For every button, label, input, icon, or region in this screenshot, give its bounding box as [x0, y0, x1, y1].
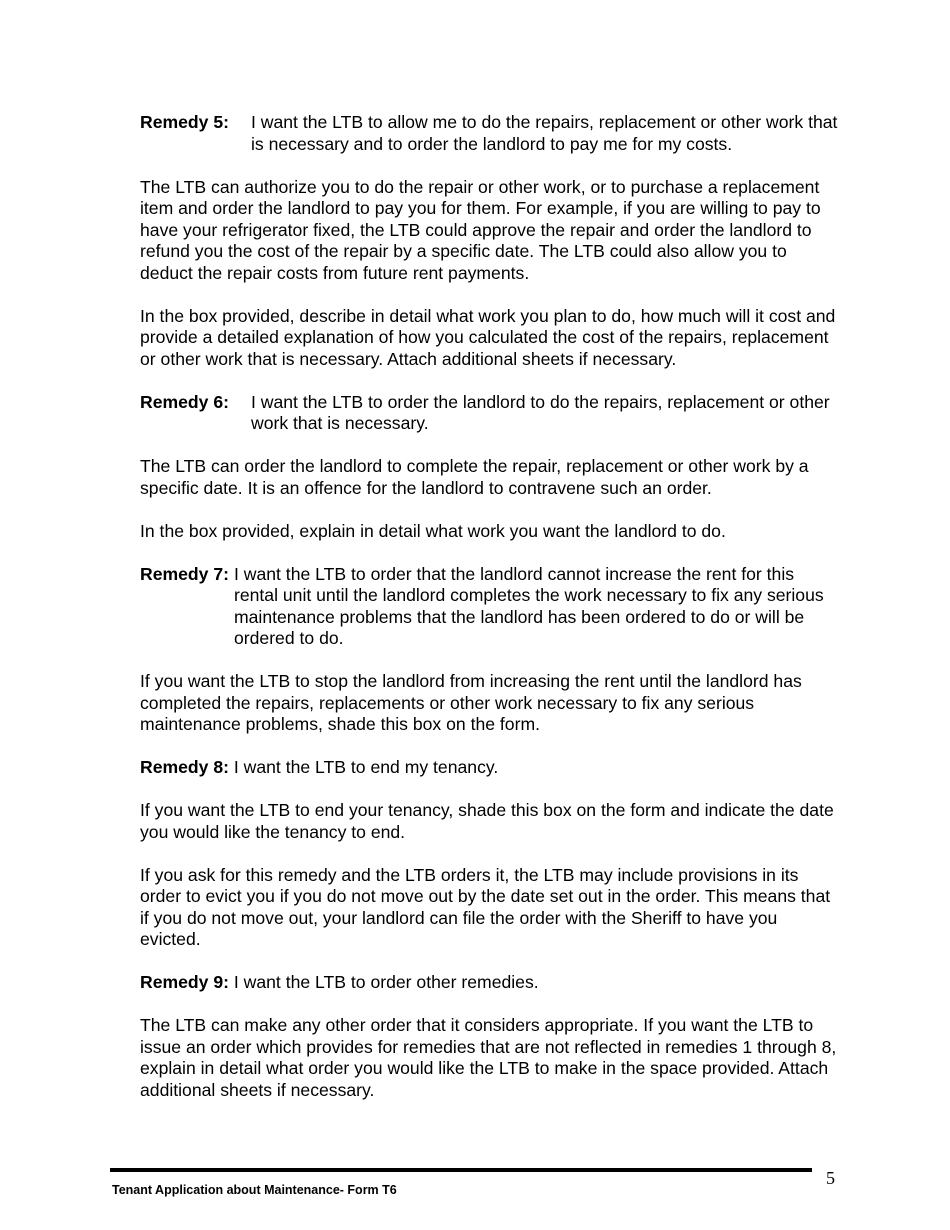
remedy-7-label: Remedy 7: [140, 563, 229, 584]
remedy-9-explanation: The LTB can make any other order that it considers appropriate. If you want the LTB to issue an order which provides for remedies that are not reflected in remedies 1 through 8, explain in detail what order you would like the LTB to make in the space provided. Attach additional sheets if necessary. [140, 1015, 837, 1100]
remedy-5 [140, 112, 840, 155]
remedy-7-explanation: If you want the LTB to stop the landlord from increasing the rent until the landlord has completed the repairs, replacements or other work necessary to fix any serious maintenance problems, shade this box on the form. [140, 671, 802, 734]
remedy-9 [140, 972, 840, 994]
remedy-5-instructions: In the box provided, describe in detail what work you plan to do, how much will it cost and provide a detailed explanation of how you calculated the cost of the repairs, replacement or other work that is necessary. Attach additional sheets if necessary. [140, 305, 836, 369]
remedy-9-label: Remedy 9: [140, 972, 229, 992]
remedy-5-explanation: The LTB can authorize you to do the repair or other work, or to purchase a replacement item and order the landlord to pay you for them. For example, if you are willing to pay to have your refrigerator fixed, the LTB could approve the repair and order the landlord to refund you the cost of the repair by a specific date. The LTB could also allow you to deduct the repair costs from future rent payments. [140, 176, 821, 283]
remedy-7 [140, 564, 840, 650]
remedy-6-explanation: The LTB can order the landlord to complete the repair, replacement or other work by a specific date. It is an offence for the landlord to contravene such an order. [140, 456, 809, 498]
remedy-6-text: I want the LTB to order the landlord to do the repairs, replacement or other work that is necessary. [251, 391, 830, 433]
remedy-8 [140, 757, 840, 779]
remedy-6-instructions: In the box provided, explain in detail what work you want the landlord to do. [140, 520, 726, 541]
remedy-8-label: Remedy 8: [140, 757, 229, 777]
remedy-6 [140, 392, 840, 435]
remedy-5-label: Remedy 5: [140, 112, 229, 132]
footer-title: Tenant Application about Maintenance- Form T6 [112, 1183, 397, 1197]
page-number: 5 [826, 1168, 835, 1188]
document-body [140, 112, 840, 1123]
remedy-5-text: I want the LTB to allow me to do the repairs, replacement or other work that is necessary and to order the landlord to pay me for my costs. [251, 112, 838, 154]
remedy-6-label: Remedy 6: [140, 391, 229, 412]
remedy-8-explanation: If you want the LTB to end your tenancy, shade this box on the form and indicate the date you would like the tenancy to end. [140, 800, 834, 842]
remedy-8-eviction-note: If you ask for this remedy and the LTB orders it, the LTB may include provisions in its order to evict you if you do not move out by the date set out in the order. This means that if you do not move out, your landlord can file the order with the Sheriff to have you evicted. [140, 864, 831, 949]
remedy-8-text: I want the LTB to end my tenancy. [233, 757, 499, 777]
footer-divider [110, 1168, 812, 1172]
remedy-9-text: I want the LTB to order other remedies. [233, 972, 539, 992]
remedy-7-text: I want the LTB to order that the landlord cannot increase the rent for this rental unit until the landlord completes the work necessary to fix any serious maintenance problems that the landlord has been ordered to do or will be ordered to do. [233, 563, 824, 648]
